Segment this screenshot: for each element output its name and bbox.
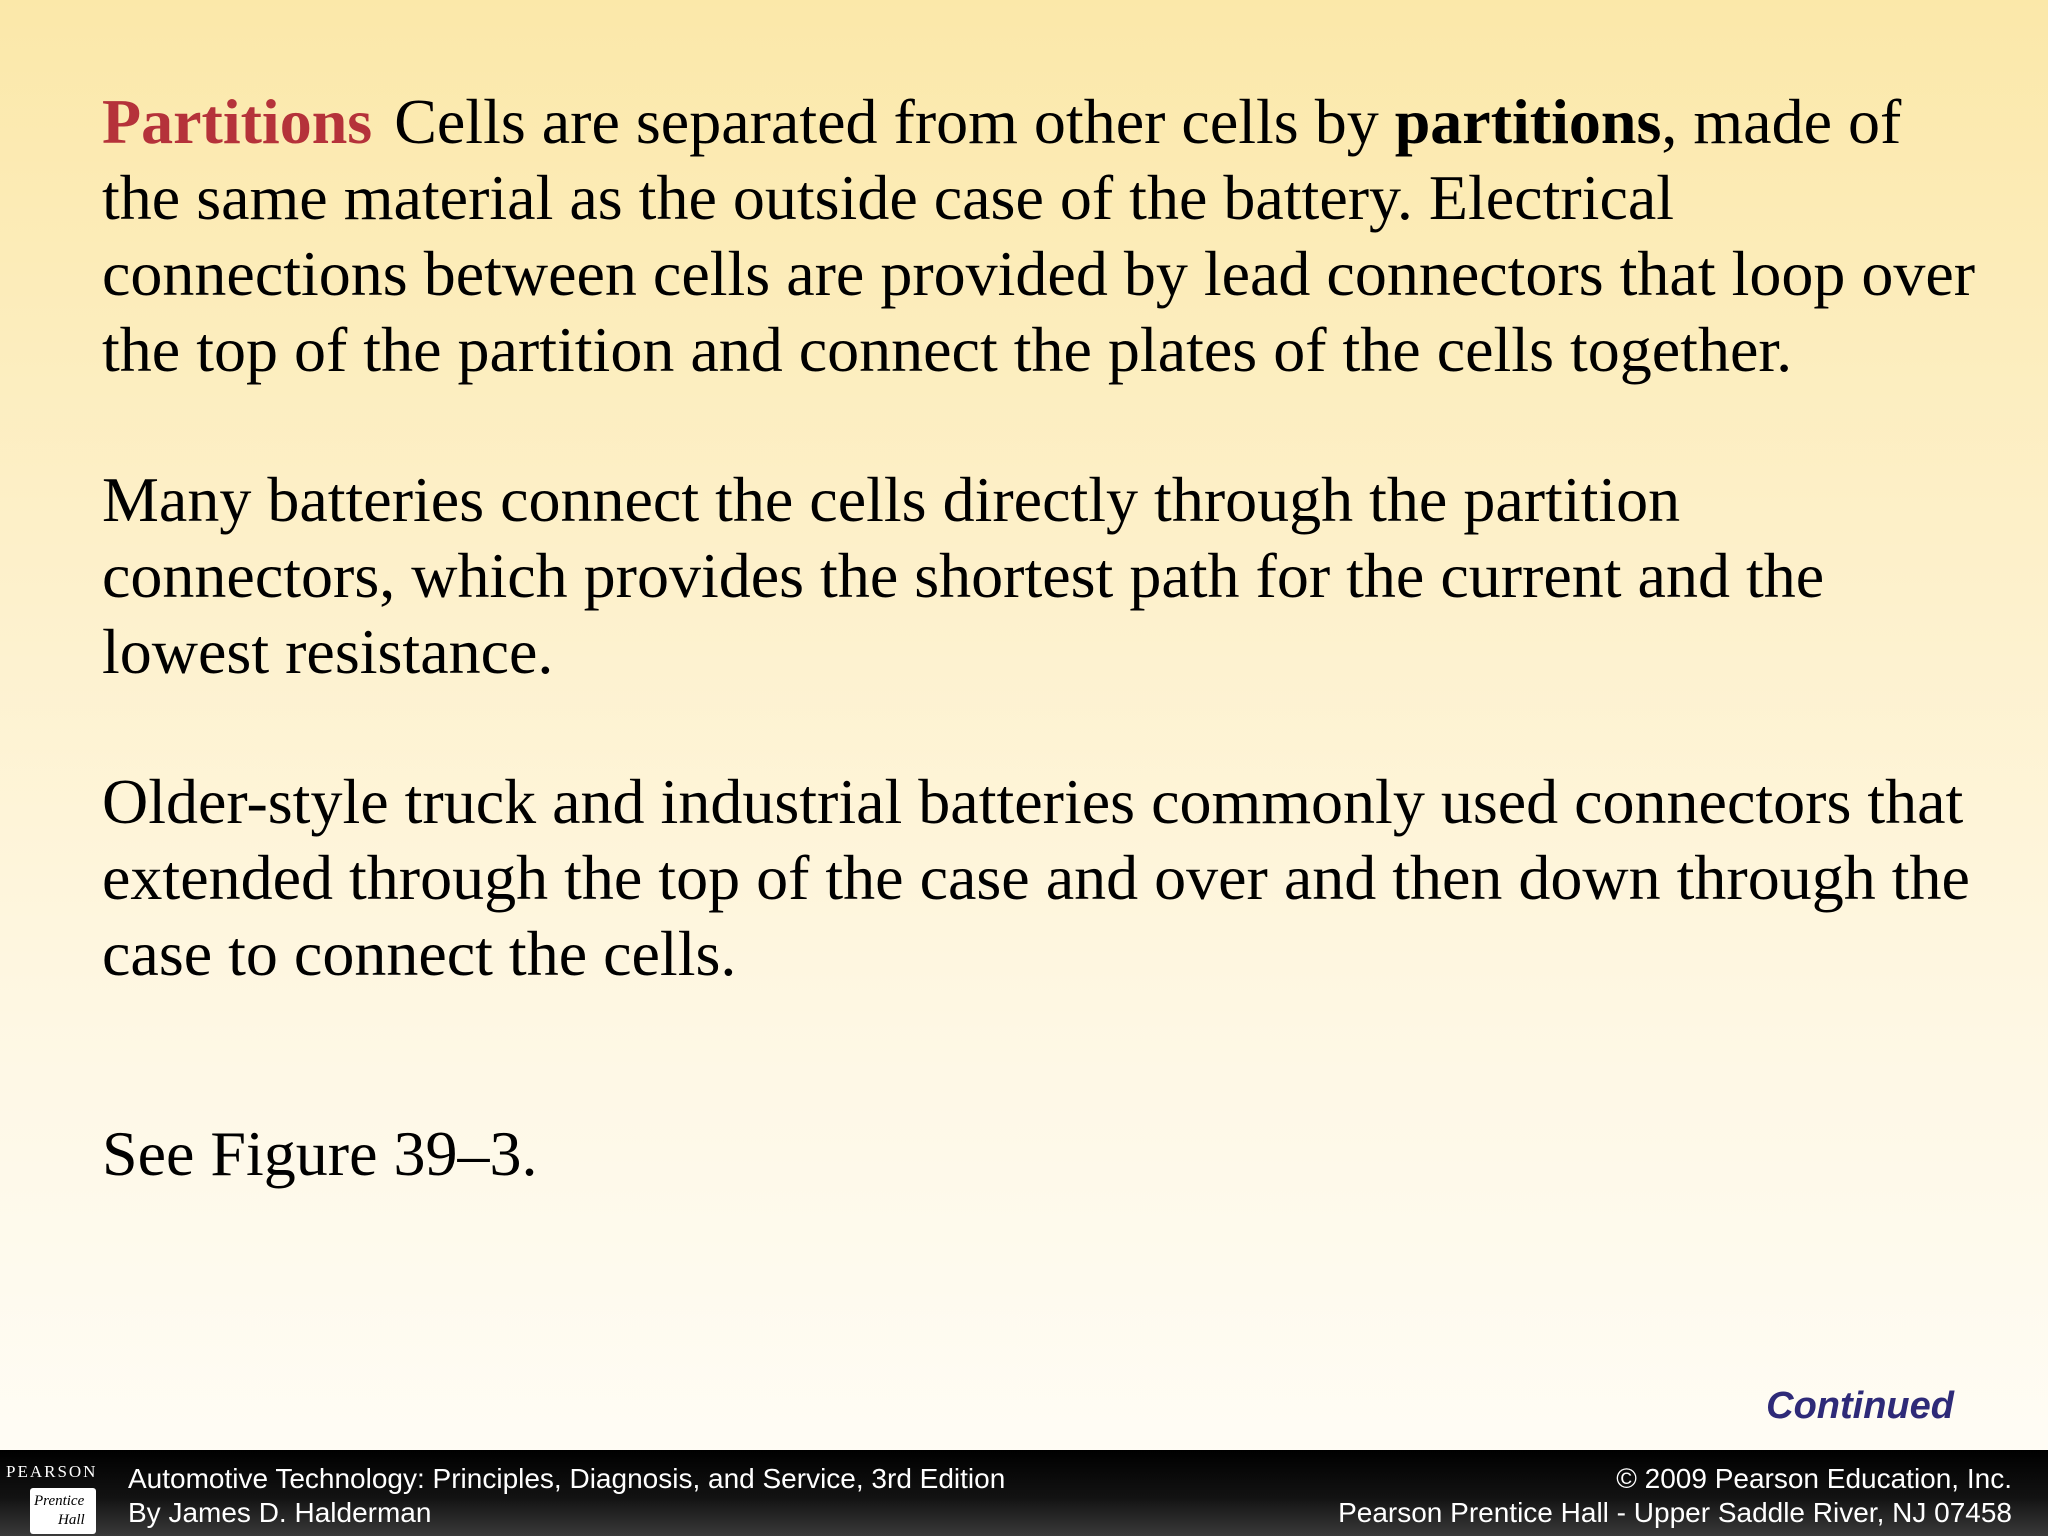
footer-copyright <box>1338 1462 2012 1530</box>
slide-body <box>102 84 1982 1192</box>
logo-mark <box>30 1488 96 1534</box>
paragraph-text: , made of the same material as the outside case of the battery. Electrical connections between cells are provided by lead connectors that loop over the top of the partition and connect the plates of the cells together. <box>102 86 1976 385</box>
logo-line-prentice: Prentice <box>34 1493 85 1509</box>
logo-wordmark: PEARSON <box>6 1462 98 1481</box>
paragraph-text: Cells are separated from other cells by <box>394 86 1395 157</box>
figure-reference: See Figure 39–3. <box>102 1118 538 1189</box>
footer-bar <box>0 1450 2048 1536</box>
footer-book-info <box>128 1462 1005 1530</box>
logo-line-hall: Hall <box>58 1512 85 1528</box>
paragraph-heading: Partitions <box>102 86 373 157</box>
book-author: By James D. Halderman <box>128 1497 432 1528</box>
pearson-prentice-hall-logo <box>0 1458 102 1536</box>
paragraph-older-style: Older-style truck and industrial batteries commonly used connectors that extended through the top of the case and over and then down through the case to connect the cells. <box>102 766 1970 989</box>
bold-term: partitions <box>1394 86 1662 157</box>
paragraph-direct-connection: Many batteries connect the cells directly through the partition connectors, which provides the shortest path for the current and the lowest resistance. <box>102 464 1825 687</box>
continued-label: Continued <box>1766 1385 1954 1427</box>
publisher-address: Pearson Prentice Hall - Upper Saddle River, NJ 07458 <box>1338 1497 2012 1528</box>
book-title: Automotive Technology: Principles, Diagnosis, and Service, 3rd Edition <box>128 1463 1006 1494</box>
copyright-notice: © 2009 Pearson Education, Inc. <box>1616 1463 2012 1494</box>
paragraph-partitions <box>102 84 1982 388</box>
